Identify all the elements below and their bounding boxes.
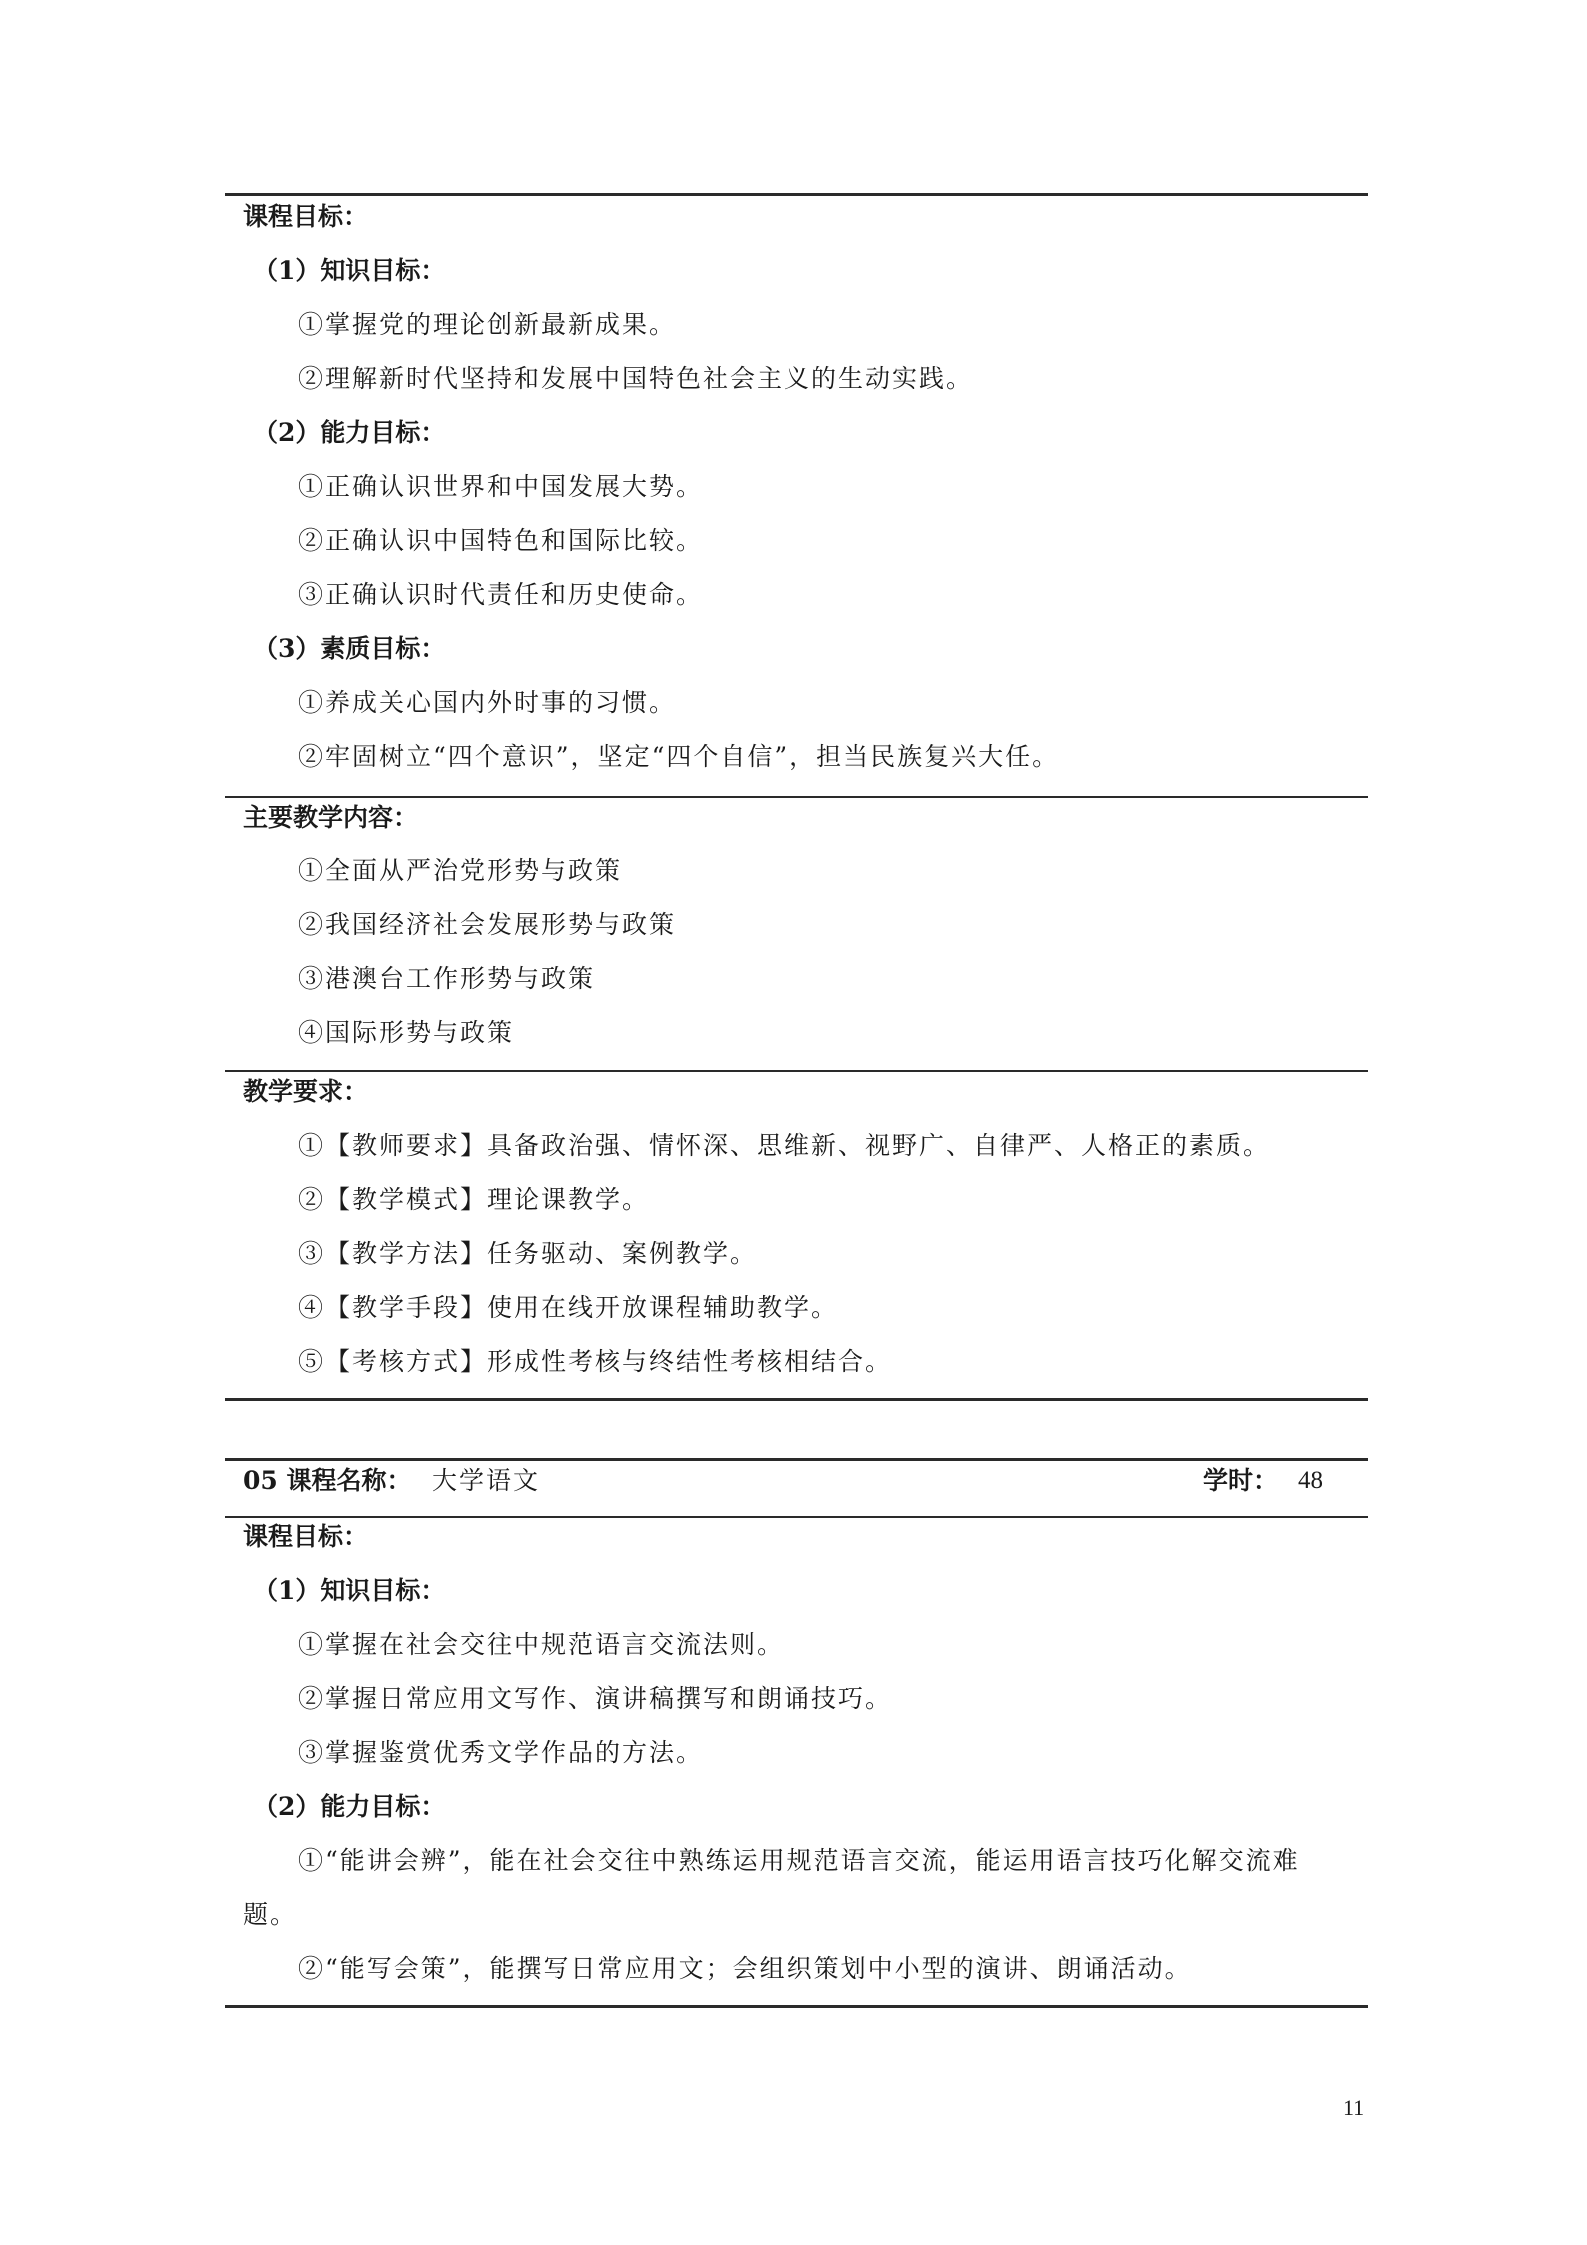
list-item: ①养成关心国内外时事的习惯。 bbox=[298, 688, 677, 717]
list-item: ③【教学方法】任务驱动、案例教学。 bbox=[298, 1239, 758, 1268]
ability-goals-title: （2）能力目标： bbox=[253, 418, 446, 447]
list-item: ⑤【考核方式】形成性考核与终结性考核相结合。 bbox=[298, 1347, 893, 1376]
list-item: ①【教师要求】具备政治强、情怀深、思维新、视野广、自律严、人格正的素质。 bbox=[298, 1131, 1271, 1160]
list-item: ②“能写会策”，能撰写日常应用文；会组织策划中小型的演讲、朗诵活动。 bbox=[298, 1954, 1192, 1983]
section-divider bbox=[225, 796, 1368, 798]
hours-label: 学时： bbox=[1203, 1466, 1279, 1495]
course-name-label: 05 课程名称： bbox=[243, 1466, 412, 1495]
course-name-value: 大学语文 bbox=[432, 1466, 541, 1495]
page-number: 11 bbox=[1343, 2095, 1365, 2120]
list-item: ①掌握在社会交往中规范语言交流法则。 bbox=[298, 1630, 785, 1659]
list-item: ④国际形势与政策 bbox=[298, 1018, 515, 1047]
section-divider bbox=[225, 1070, 1368, 1072]
teaching-requirements-heading: 教学要求： bbox=[243, 1077, 369, 1106]
list-item: ②牢固树立“四个意识”，坚定“四个自信”，担当民族复兴大任。 bbox=[298, 742, 1060, 771]
ability-goals-title: （2）能力目标： bbox=[253, 1792, 446, 1821]
list-item: ②我国经济社会发展形势与政策 bbox=[298, 910, 677, 939]
list-item-continuation: 题。 bbox=[243, 1900, 298, 1929]
course-goals-heading: 课程目标： bbox=[243, 1522, 369, 1551]
bottom-rule bbox=[225, 2005, 1368, 2008]
bottom-rule bbox=[225, 1398, 1368, 1401]
knowledge-goals-title: （1）知识目标： bbox=[253, 256, 446, 285]
list-item: ①“能讲会辨”，能在社会交往中熟练运用规范语言交流，能运用语言技巧化解交流难 bbox=[298, 1846, 1300, 1875]
list-item: ②正确认识中国特色和国际比较。 bbox=[298, 526, 704, 555]
hours-value: 48 bbox=[1298, 1467, 1323, 1494]
quality-goals-title: （3）素质目标： bbox=[253, 634, 446, 663]
top-rule bbox=[225, 193, 1368, 196]
list-item: ③掌握鉴赏优秀文学作品的方法。 bbox=[298, 1738, 704, 1767]
knowledge-goals-title: （1）知识目标： bbox=[253, 1576, 446, 1605]
list-item: ②理解新时代坚持和发展中国特色社会主义的生动实践。 bbox=[298, 364, 974, 393]
list-item: ①掌握党的理论创新最新成果。 bbox=[298, 310, 677, 339]
list-item: ②掌握日常应用文写作、演讲稿撰写和朗诵技巧。 bbox=[298, 1684, 893, 1713]
course-goals-heading: 课程目标： bbox=[243, 202, 369, 231]
main-content-heading: 主要教学内容： bbox=[243, 803, 419, 832]
list-item: ②【教学模式】理论课教学。 bbox=[298, 1185, 650, 1214]
list-item: ③港澳台工作形势与政策 bbox=[298, 964, 596, 993]
section-divider bbox=[225, 1516, 1368, 1518]
list-item: ④【教学手段】使用在线开放课程辅助教学。 bbox=[298, 1293, 839, 1322]
top-rule bbox=[225, 1458, 1368, 1461]
list-item: ①正确认识世界和中国发展大势。 bbox=[298, 472, 704, 501]
list-item: ①全面从严治党形势与政策 bbox=[298, 856, 623, 885]
list-item: ③正确认识时代责任和历史使命。 bbox=[298, 580, 704, 609]
